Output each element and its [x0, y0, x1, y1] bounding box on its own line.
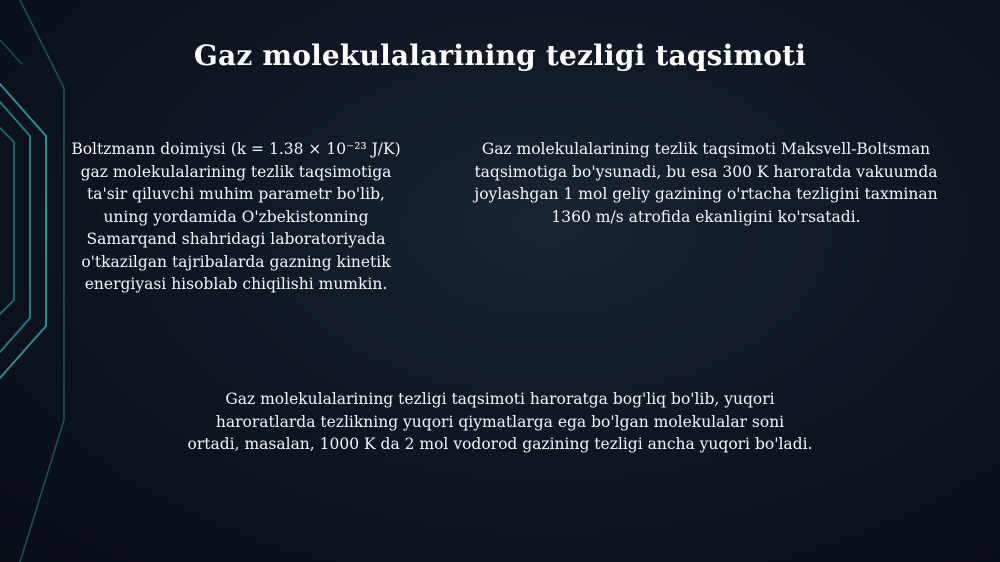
right-paragraph-line: 1360 m/s atrofida ekanligini ko'rsatadi. [551, 207, 861, 226]
bottom-paragraph-line: haroratlarda tezlikning yuqori qiymatlarga ega bo'lgan molekulalar soni [215, 412, 785, 431]
right-paragraph-line: Gaz molekulalarining tezlik taqsimoti Maksvell-Boltsman [481, 140, 931, 158]
left-paragraph-line: uning yordamida O'zbekistonning [103, 207, 369, 226]
left-paragraph-line: gaz molekulalarining tezlik taqsimotiga [80, 162, 392, 181]
left-paragraph-line: o'tkazilgan tajribalarda gazning kinetik [81, 252, 391, 271]
accent-line-2 [0, 102, 30, 352]
left-paragraph [46, 138, 426, 296]
bottom-paragraph-line: Gaz molekulalarining tezligi taqsimoti haroratga bog'liq bo'lib, yuqori [225, 390, 775, 408]
bottom-paragraph-line: ortadi, masalan, 1000 K da 2 mol vodorod gazining tezligi ancha yuqori bo'ladi. [187, 435, 813, 453]
right-paragraph [436, 138, 976, 228]
left-paragraph-line: Boltzmann doimiysi (k = 1.38 × 10⁻²³ J/K) [71, 140, 401, 158]
left-paragraph-line: energiyasi hisoblab chiqilishi mumkin. [84, 275, 388, 293]
left-paragraph-line: Samarqand shahridagi laboratoriyada [86, 230, 386, 248]
accent-line-1 [0, 84, 46, 378]
right-paragraph-line: taqsimotiga bo'ysunadi, bu esa 300 K haroratda vakuumda [474, 162, 938, 181]
right-paragraph-line: joylashgan 1 mol geliy gazining o'rtacha tezligini taxminan [474, 185, 938, 203]
slide-title: Gaz molekulalarining tezligi taqsimoti [193, 39, 807, 72]
bottom-paragraph [120, 388, 880, 456]
left-paragraph-line: ta'sir qiluvchi muhim parametr bo'lib, [87, 185, 385, 203]
accent-line-3 [0, 128, 14, 314]
